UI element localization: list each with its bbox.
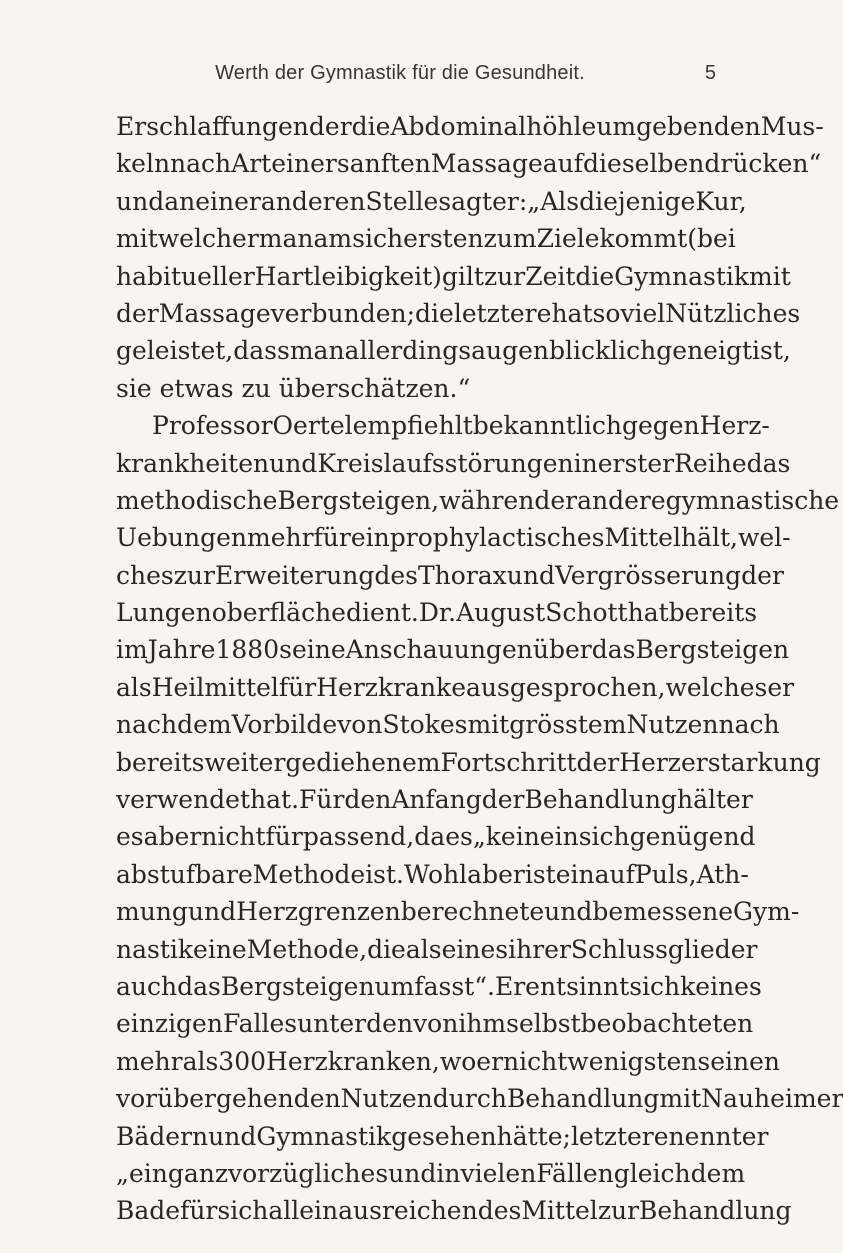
text-line: habitueller Hartleibigkeit) gilt zur Zeit die Gymnastik mit [116,261,791,291]
text-line: Bädern und Gymnastik gesehen hätte; letztere nennt er [116,1121,769,1151]
text-line: nach dem Vorbilde von Stokes mit grösstem Nutzen nach [116,710,780,740]
running-head [0,62,800,92]
body-text [116,108,843,1230]
text-line: einzigen Falles unter den von ihm selbst beobachteten [116,1009,754,1039]
text-line: im Jahre 1880 seine Anschauungen über das Bergsteigen [116,635,790,665]
text-line: ches zur Erweiterung des Thorax und Vergrösserung der [116,560,784,590]
text-line: der Massage verbunden; die letztere hat soviel Nützliches [116,298,801,328]
text-line: methodische Bergsteigen, während er andere gymnastische [116,485,840,515]
text-line: und an einer anderen Stelle sagt er: „Als diejenige Kur, [116,186,747,216]
text-line: nastik eine Methode, die als eines ihrer Schlussglieder [116,934,758,964]
text-line: vorübergehenden Nutzen durch Behandlung mit Nauheimer [116,1084,843,1114]
text-line: abstufbare Methode ist. Wohl aber ist ein auf Puls, Ath- [116,859,749,889]
text-line: mehr als 300 Herzkranken, wo er nicht wenigstens einen [116,1046,780,1076]
text-line: als Heilmittel für Herzkranke ausgesprochen, welches er [116,672,795,702]
text-line: verwendet hat. Für den Anfang der Behandlung hält er [116,785,753,815]
text-line: mit welcher man am sichersten zum Ziele kommt (bei [116,224,736,254]
text-line: Uebungen mehr für ein prophylactisches Mittel hält, wel- [116,523,791,553]
text-line: es aber nicht für passend, da es „keine in sich genügend [116,822,756,852]
text-line: krankheiten und Kreislaufsstörungen in erster Reihe das [116,448,791,478]
running-title: Werth der Gymnastik für die Gesundheit. [215,62,585,84]
text-line: mung und Herzgrenzen berechnete und bemessene Gym- [116,897,800,927]
text-line: Erschlaffungen der die Abdominalhöhle umgebenden Mus- [116,112,824,141]
text-line: auch das Bergsteigen umfasst“. Er entsinnt sich keines [116,971,762,1001]
text-line: Professor Oertel empfiehlt bekanntlich gegen Herz- [152,411,770,441]
text-line: Bade für sich allein ausreichendes Mittel zur Behandlung [116,1196,792,1226]
text-line: geleistet, dass man allerdings augenblicklich geneigt ist, [116,336,791,366]
text-line: bereits weiter gediehenem Fortschritt der Herzerstarkung [116,747,821,777]
text-line: sie etwas zu überschätzen.“ [116,373,471,403]
text-line: „ein ganz vorzügliches und in vielen Fällen gleich dem [116,1158,746,1188]
text-line: Lungenoberfläche dient. Dr. August Schott hat bereits [116,598,758,628]
page-number: 5 [704,62,716,84]
text-line: keln nach Art einer sanften Massage auf dieselben drücken“ [116,149,822,179]
